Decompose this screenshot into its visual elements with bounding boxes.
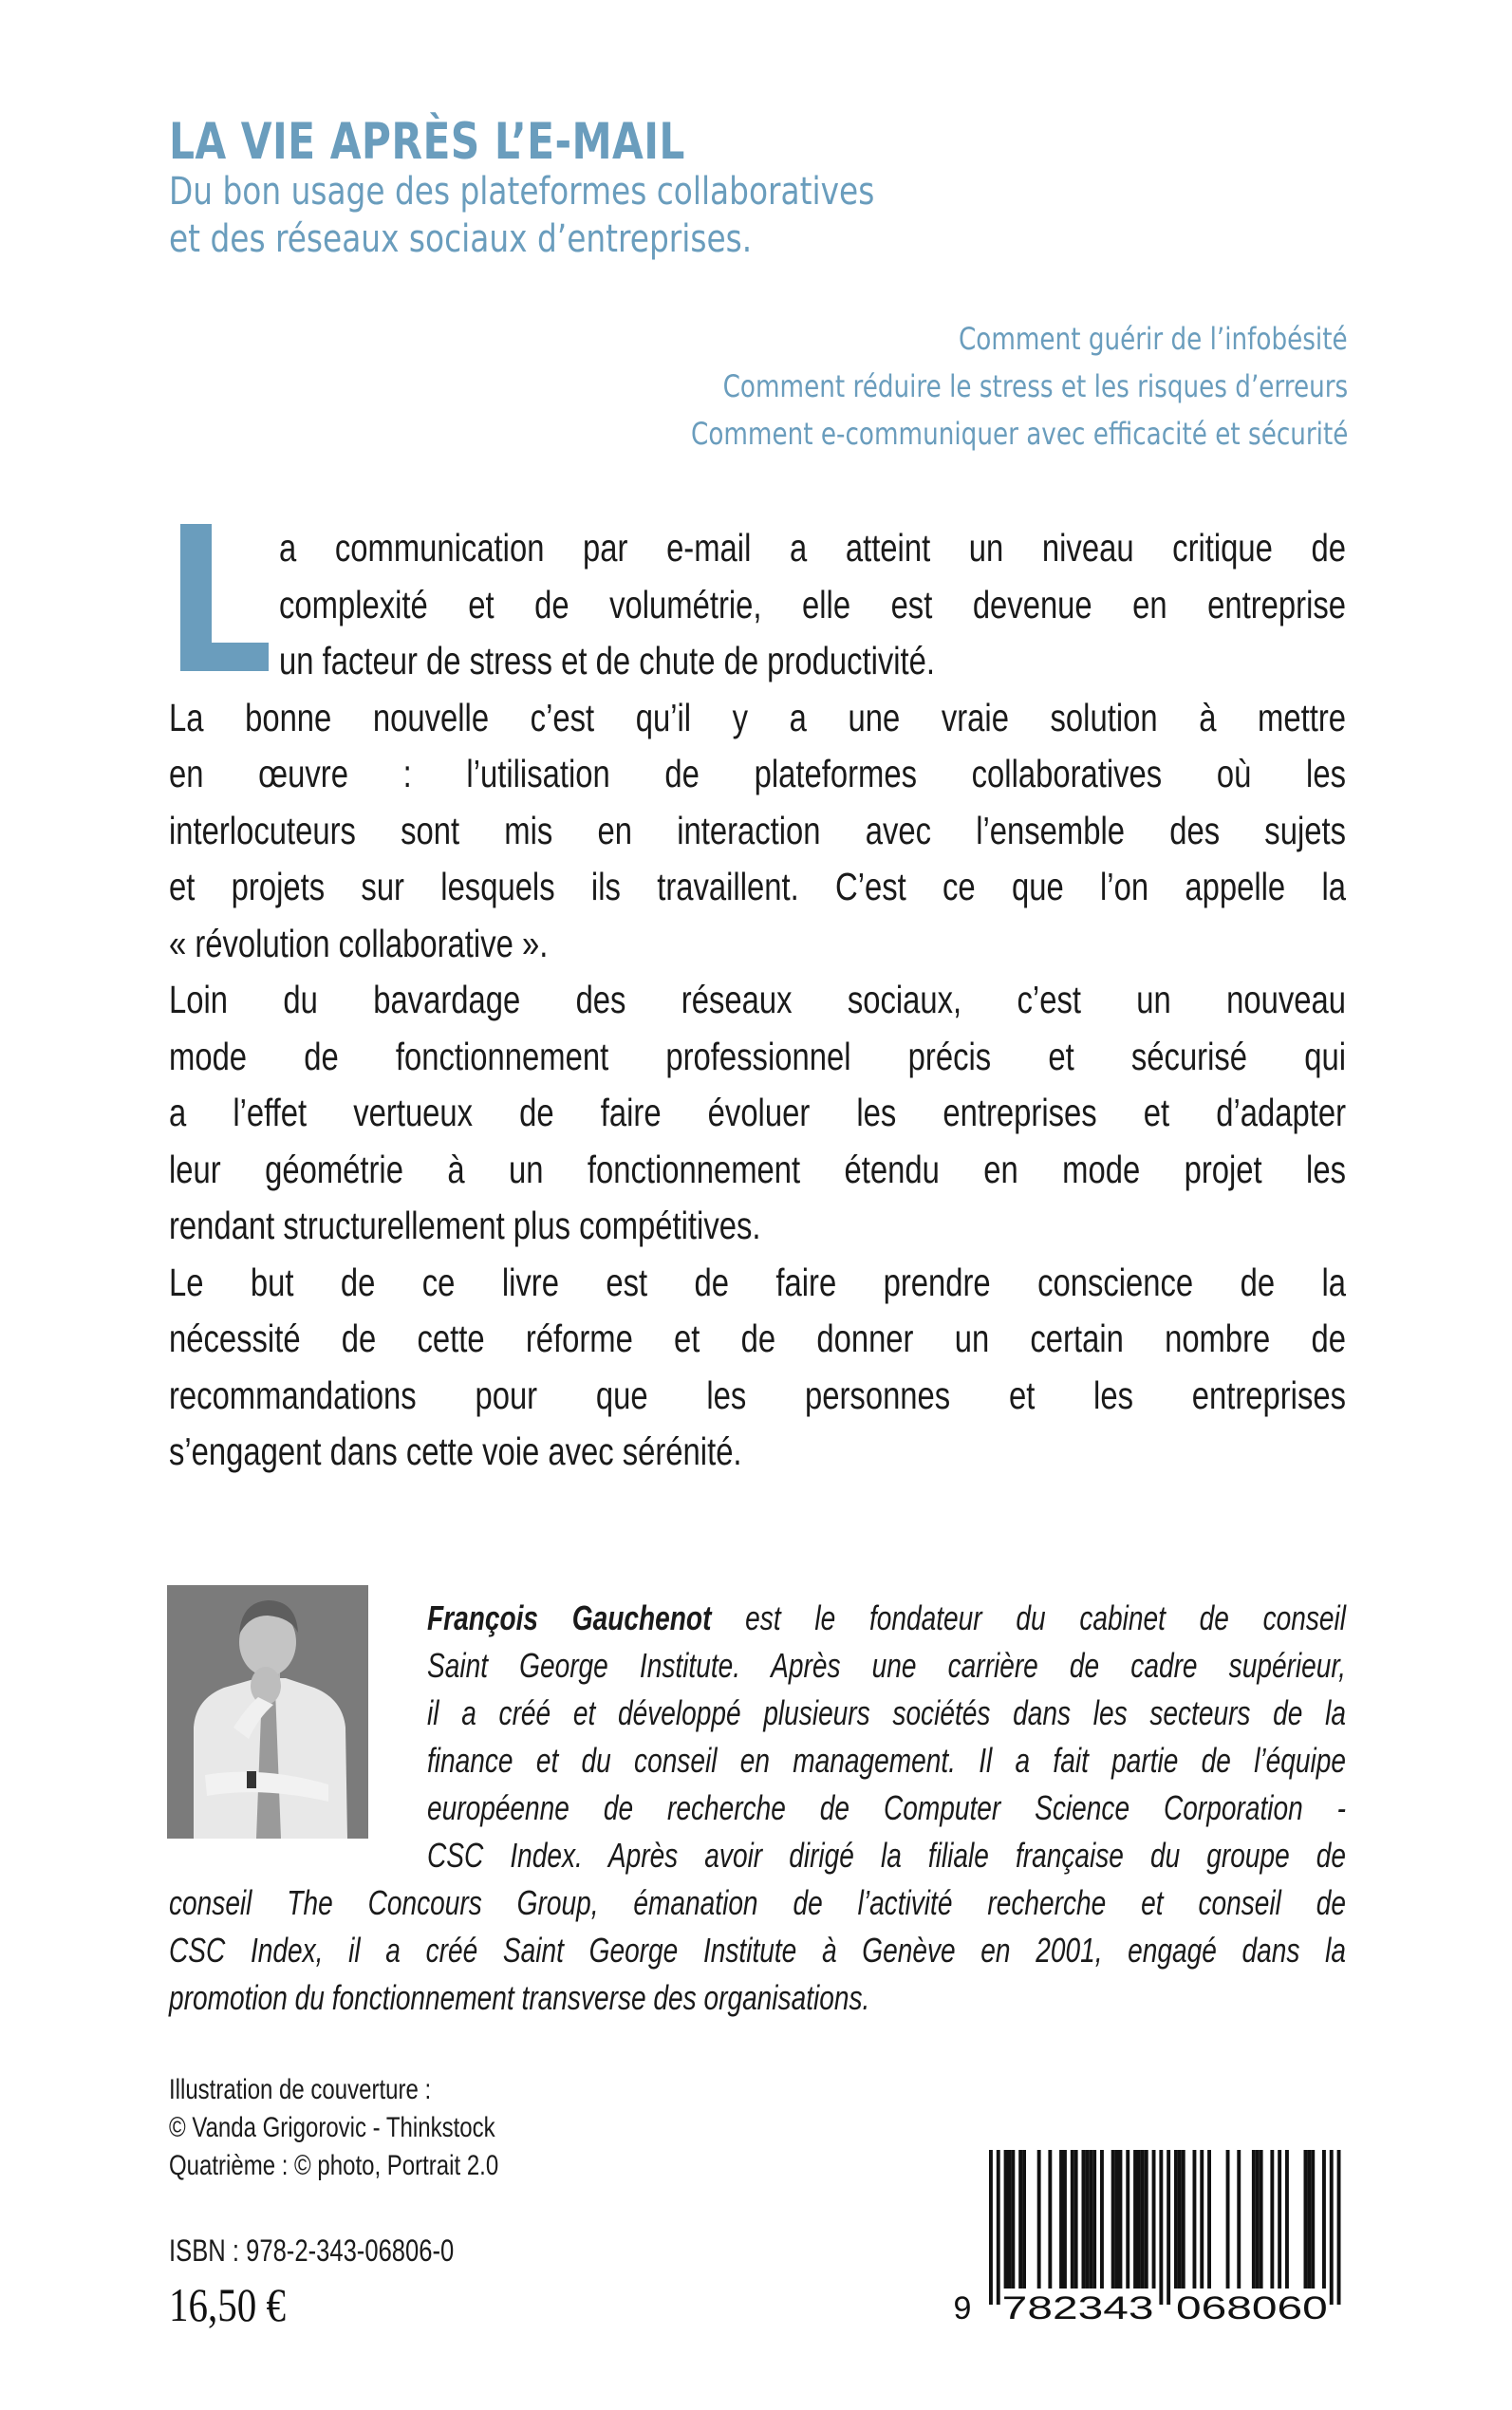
book-title: LA VIE APRÈS L’E-MAIL xyxy=(169,113,685,171)
barcode-bar xyxy=(1193,2150,1197,2289)
body-line: Loin du bavardage des réseaux sociaux, c’est un nouveau xyxy=(169,978,1346,1021)
body-line: complexité et de volumétrie, elle est devenue en entreprise xyxy=(279,582,1346,626)
barcode-bar xyxy=(1260,2150,1263,2289)
barcode-bar xyxy=(1270,2150,1274,2289)
barcode-bar xyxy=(989,2150,993,2305)
barcode-bar xyxy=(1141,2150,1145,2289)
body-line: en œuvre : l’utilisation de plateformes collaboratives où les xyxy=(169,752,1346,795)
body-line: a communication par e-mail a atteint un niveau critique de xyxy=(279,526,1346,570)
barcode-bar xyxy=(1237,2150,1241,2289)
barcode-bar xyxy=(1337,2150,1341,2305)
bio-text: est le fondateur du cabinet de conseil xyxy=(711,1598,1346,1637)
bio-line: finance et du conseil en management. Il a fait partie de l’équipe xyxy=(427,1741,1346,1780)
tagline: Comment guérir de l’infobésité xyxy=(959,321,1348,357)
bio-line: promotion du fonctionnement transverse des organisations. xyxy=(169,1978,870,2017)
body-line: La bonne nouvelle c’est qu’il y a une vraie solution à mettre xyxy=(169,695,1346,739)
body-line: s’engagent dans cette voie avec sérénité. xyxy=(169,1429,742,1473)
bio-line: CSC Index. Après avoir dirigé la filiale française du groupe de xyxy=(427,1836,1346,1875)
barcode-bar xyxy=(1152,2150,1156,2289)
body-line: Le but de ce livre est de faire prendre conscience de la xyxy=(169,1260,1346,1304)
bio-line xyxy=(427,1597,1346,1639)
body-line: rendant structurellement plus compétitives. xyxy=(169,1204,761,1247)
body-line: mode de fonctionnement professionnel précis et sécurisé qui xyxy=(169,1034,1346,1078)
barcode-bar xyxy=(1330,2150,1334,2305)
body-line: leur géométrie à un fonctionnement étendu en mode projet les xyxy=(169,1147,1346,1191)
bio-line: conseil The Concours Group, émanation de l’activité recherche et conseil de xyxy=(169,1883,1346,1922)
barcode-bar xyxy=(1178,2150,1182,2289)
barcode-bar xyxy=(1037,2150,1041,2289)
barcode-bar xyxy=(1119,2150,1123,2289)
barcode-bar xyxy=(997,2150,1000,2305)
cover-credit-label: Illustration de couverture : xyxy=(169,2074,432,2105)
barcode-bar xyxy=(1018,2150,1022,2289)
body-line: a l’effet vertueux de faire évoluer les entreprises et d’adapter xyxy=(169,1091,1346,1134)
barcode-bar xyxy=(1159,2150,1163,2305)
barcode-bar xyxy=(1111,2150,1115,2289)
ean-barcode xyxy=(949,2147,1348,2327)
barcode-bar xyxy=(1022,2150,1026,2289)
body-line: et projets sur lesquels ils travaillent. C’est ce que l’on appelle la xyxy=(169,865,1346,908)
bio-line: Saint George Institute. Après une carrière de cadre supérieur, xyxy=(427,1646,1346,1685)
barcode-bar xyxy=(1059,2150,1063,2289)
bio-line: CSC Index, il a créé Saint George Institute à Genève en 2001, engagé dans la xyxy=(169,1931,1346,1970)
barcode-digits: 9 xyxy=(953,2290,972,2326)
barcode-digits: 782343 xyxy=(1001,2290,1154,2326)
body-line: « révolution collaborative ». xyxy=(169,921,549,965)
body-line: un facteur de stress et de chute de productivité. xyxy=(279,639,936,682)
tagline: Comment e-communiquer avec efficacité et sécurité xyxy=(690,416,1348,452)
barcode-bar xyxy=(1285,2150,1289,2289)
barcode-bar xyxy=(1011,2150,1015,2289)
barcode-bar xyxy=(1133,2150,1137,2289)
body-line: nécessité de cette réforme et de donner un certain nombre de xyxy=(169,1317,1346,1360)
subtitle-line: et des réseaux sociaux d’entreprises. xyxy=(169,217,753,261)
barcode-bar xyxy=(1200,2150,1204,2289)
drop-cap-letter-l xyxy=(180,524,269,671)
author-portrait-illustration xyxy=(167,1585,368,1839)
barcode-bar xyxy=(1008,2150,1012,2289)
barcode-bar xyxy=(1115,2150,1119,2289)
barcode-bar xyxy=(1278,2150,1281,2289)
barcode-bar xyxy=(1304,2150,1308,2289)
barcode-digits: 068060 xyxy=(1176,2290,1328,2326)
barcode-bar xyxy=(1100,2150,1104,2289)
barcode-bar xyxy=(1074,2150,1078,2289)
barcode-bar xyxy=(1256,2150,1260,2289)
bio-line: il a créé et développé plusieurs sociétés dans les secteurs de la xyxy=(427,1693,1346,1732)
body-line: recommandations pour que les personnes et les entreprises xyxy=(169,1373,1346,1417)
barcode-bar xyxy=(1145,2150,1148,2289)
isbn: ISBN : 978-2-343-06806-0 xyxy=(169,2233,455,2268)
cover-credit-name: © Vanda Grigorovic - Thinkstock xyxy=(169,2112,495,2143)
drop-cap-foot xyxy=(180,643,269,671)
body-line: interlocuteurs sont mis en interaction avec l’ensemble des sujets xyxy=(169,808,1346,852)
barcode-bar xyxy=(1207,2150,1211,2289)
barcode-bar xyxy=(1085,2150,1089,2289)
barcode-bar xyxy=(1174,2150,1178,2289)
barcode-bar xyxy=(1092,2150,1096,2289)
price: 16,50 € xyxy=(169,2278,286,2331)
barcode-bar xyxy=(1167,2150,1170,2305)
barcode-bar xyxy=(1126,2150,1129,2289)
barcode-bar xyxy=(1311,2150,1315,2289)
barcode-graphic xyxy=(949,2147,1348,2327)
tagline: Comment réduire le stress et les risques d’erreurs xyxy=(722,368,1348,404)
barcode-bar xyxy=(1089,2150,1092,2289)
barcode-bar xyxy=(1004,2150,1008,2289)
barcode-bar xyxy=(1048,2150,1052,2289)
subtitle-line: Du bon usage des plateformes collaboratives xyxy=(169,170,875,214)
barcode-bar xyxy=(1071,2150,1074,2289)
barcode-bar xyxy=(1082,2150,1086,2289)
author-photo xyxy=(167,1585,368,1839)
barcode-bar xyxy=(1063,2150,1067,2289)
barcode-bar xyxy=(1182,2150,1185,2289)
barcode-bar xyxy=(1322,2150,1326,2289)
barcode-bar xyxy=(1307,2150,1311,2289)
barcode-bar xyxy=(1252,2150,1256,2289)
bio-line: européenne de recherche de Computer Science Corporation - xyxy=(427,1788,1346,1827)
barcode-bar xyxy=(1226,2150,1230,2289)
author-name: François Gauchenot xyxy=(427,1598,712,1637)
barcode-bar xyxy=(1137,2150,1141,2289)
photo-credit: Quatrième : © photo, Portrait 2.0 xyxy=(169,2150,499,2181)
